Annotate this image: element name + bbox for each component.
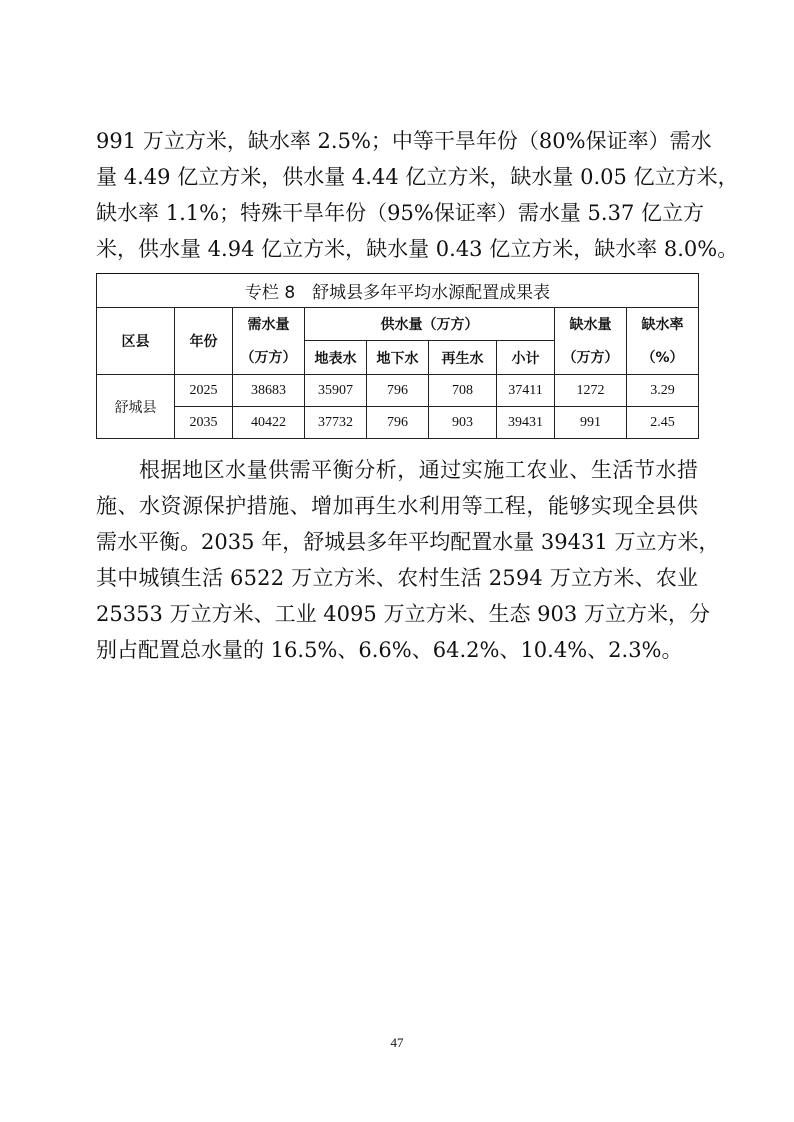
table-caption: 专栏 8 舒城县多年平均水源配置成果表 xyxy=(97,274,699,308)
table-row xyxy=(97,375,699,407)
text-line: 根 据 地 区 水 量 供 需 平 衡 分 析 ， 通 过 实 施 工 农 业 、 生 活 节 水 措 xyxy=(139,458,698,482)
text-line: 2 5 3 5 3 万 立 方 米 、 工 业 4 0 9 5 万 立 方 米 、 生 态 9 0 3 万 立 方 米 ， 分 xyxy=(96,602,710,626)
header-shortage: 缺水量 xyxy=(555,308,627,341)
text-line: 需 水 平 衡 。 2 0 3 5 年 ， 舒 城 县 多 年 平 均 配 置 水 量 3 9 4 3 1 万 立 方 米 ， xyxy=(96,530,720,554)
cell-groundwater: 796 xyxy=(367,375,429,407)
header-surface-water: 地表水 xyxy=(305,341,367,375)
page-number: 47 xyxy=(390,1035,404,1050)
cell-demand: 40422 xyxy=(233,407,305,439)
header-subtotal: 小计 xyxy=(497,341,555,375)
text-line: 米，供水量 4.94 亿立方米，缺水量 0.43 亿立方米，缺水率 8.0%。 xyxy=(96,237,739,261)
header-rate-unit: （%） xyxy=(627,341,699,375)
cell-surface-water: 35907 xyxy=(305,375,367,407)
text-line: 缺 水 率 1 . 1 % ； 特 殊 干 旱 年 份 （ 9 5 % 保 证 率 ） 需 水 量 5 . 3 7 亿 立 方 xyxy=(96,201,704,225)
cell-year: 2035 xyxy=(175,407,233,439)
header-demand-unit: （万方） xyxy=(233,341,305,375)
header-district: 区县 xyxy=(97,308,175,375)
header-demand: 需水量 xyxy=(233,308,305,341)
header-shortage-unit: （万方） xyxy=(555,341,627,375)
cell-surface-water: 37732 xyxy=(305,407,367,439)
header-groundwater: 地下水 xyxy=(367,341,429,375)
text-line: 其 中 城 镇 生 活 6 5 2 2 万 立 方 米 、 农 村 生 活 2 5 9 4 万 立 方 米 、 农 业 xyxy=(96,566,698,590)
cell-year: 2025 xyxy=(175,375,233,407)
text-line: 别占配置总水量的 16.5%、6.6%、64.2%、10.4%、2.3%。 xyxy=(96,638,683,662)
table-row xyxy=(97,407,699,439)
header-reclaimed-water: 再生水 xyxy=(429,341,497,375)
cell-subtotal: 37411 xyxy=(497,375,555,407)
paragraph-allocation-summary xyxy=(96,452,720,668)
cell-shortage: 1272 xyxy=(555,375,627,407)
paragraph-water-shortage xyxy=(96,123,739,267)
cell-rate: 3.29 xyxy=(627,375,699,407)
cell-demand: 38683 xyxy=(233,375,305,407)
cell-reclaimed-water: 708 xyxy=(429,375,497,407)
header-supply: 供水量（万方） xyxy=(305,308,555,341)
cell-reclaimed-water: 903 xyxy=(429,407,497,439)
cell-subtotal: 39431 xyxy=(497,407,555,439)
cell-rate: 2.45 xyxy=(627,407,699,439)
text-line: 施 、 水 资 源 保 护 措 施 、 增 加 再 生 水 利 用 等 工 程 ， 能 够 实 现 全 县 供 xyxy=(96,494,698,518)
text-line: 量 4 . 4 9 亿 立 方 米 ， 供 水 量 4 . 4 4 亿 立 方 米 ， 缺 水 量 0 . 0 5 亿 立 方 米 ， xyxy=(96,165,739,189)
text-line: 9 9 1 万 立 方 米 ， 缺 水 率 2 . 5 % ； 中 等 干 旱 年 份 （ 8 0 % 保 证 率 ） 需 水 xyxy=(96,129,712,153)
water-allocation-table xyxy=(96,273,699,439)
cell-shortage: 991 xyxy=(555,407,627,439)
cell-groundwater: 796 xyxy=(367,407,429,439)
cell-district: 舒城县 xyxy=(97,375,175,439)
header-rate: 缺水率 xyxy=(627,308,699,341)
header-year: 年份 xyxy=(175,308,233,375)
